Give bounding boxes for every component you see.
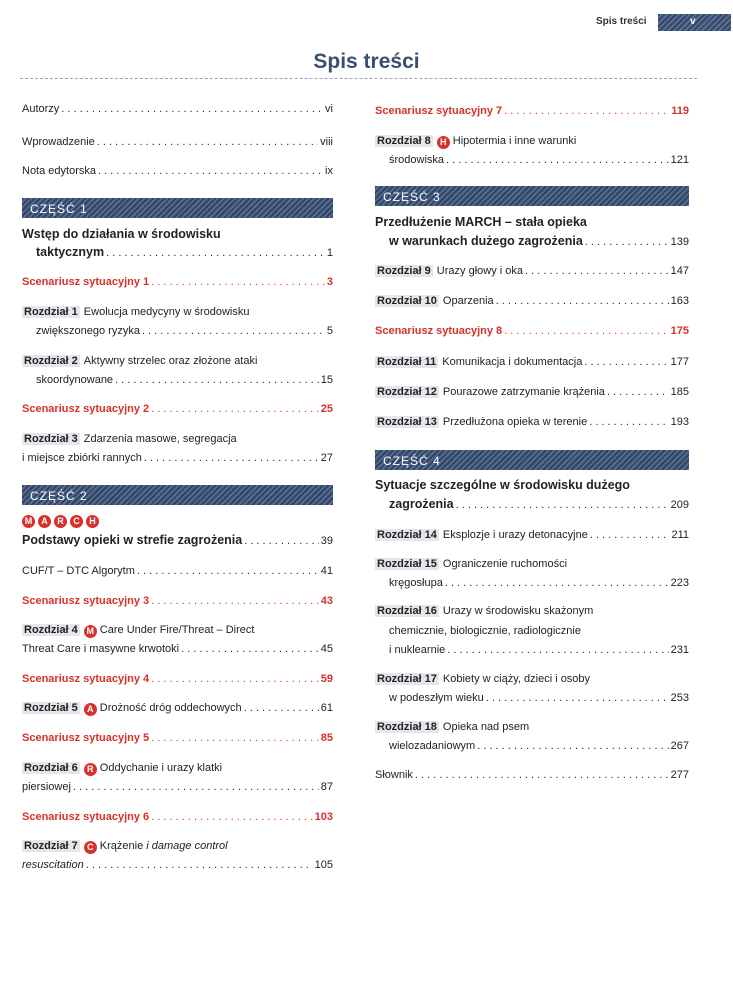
toc-entry-chapter-7[interactable]: resuscitation . . . 105 — [22, 856, 333, 874]
toc-entry-chapter-5[interactable]: Rozdział 5 A Drożność dróg oddechowych . . . 61 — [22, 699, 333, 717]
march-r-icon: R — [54, 515, 67, 528]
chapter-7-line1: Rozdział 7 C Krążenie i damage control — [24, 840, 228, 852]
title-divider — [20, 78, 697, 79]
chapter-16-line2: chemicznie, biologicznie, radiologicznie — [389, 625, 581, 637]
toc-entry-scenario-1[interactable]: Scenariusz sytuacyjny 1 . . . 3 — [22, 273, 333, 291]
march-c-icon: C — [70, 515, 83, 528]
toc-entry-chapter-13[interactable]: Rozdział 13 Przedłużona opieka w terenie . . . 193 — [375, 413, 689, 431]
toc-entry-chapter-18[interactable]: wielozadaniowym . . . 267 — [375, 737, 689, 755]
chapter-6-line1: Rozdział 6 R Oddychanie i urazy klatki — [24, 762, 223, 774]
toc-entry-scenario-8[interactable]: Scenariusz sytuacyjny 8 . . . 175 — [375, 322, 689, 340]
march-c-icon: C — [84, 841, 97, 854]
chapter-1-line1: Rozdział 1 Ewolucja medycyny w środowisku — [24, 306, 250, 318]
toc-entry-glossary[interactable]: Słownik . . . 277 — [375, 766, 689, 784]
chapter-4-line1: Rozdział 4 M Care Under Fire/Threat – Direct — [24, 624, 255, 636]
part-1-title-line1: Wstęp do działania w środowisku — [22, 227, 221, 241]
toc-entry-part-1[interactable]: taktycznym . . . 1 — [22, 243, 333, 262]
toc-entry-chapter-15[interactable]: kręgosłupa . . . 223 — [375, 574, 689, 592]
toc-entry-chapter-2[interactable]: skoordynowane . . . 15 — [22, 371, 333, 389]
march-r-icon: R — [84, 763, 97, 776]
toc-entry-chapter-4[interactable]: Threat Care i masywne krwotoki . . . 45 — [22, 640, 333, 658]
chapter-3-line1: Rozdział 3 Zdarzenia masowe, segregacja — [24, 433, 237, 445]
toc-entry-part-3[interactable]: w warunkach dużego zagrożenia . . . 139 — [375, 232, 689, 251]
toc-entry-chapter-8[interactable]: środowiska . . . 121 — [375, 151, 689, 169]
part-4-title-line1: Sytuacje szczególne w środowisku dużego — [375, 478, 630, 492]
chapter-15-line1: Rozdział 15 Ograniczenie ruchomości — [377, 558, 568, 570]
toc-entry-editorial-note[interactable]: Nota edytorska . . . ix — [22, 162, 333, 180]
toc-entry-cuf-algorithm[interactable]: CUF/T – DTC Algorytm . . . 41 — [22, 562, 333, 580]
toc-entry-part-2[interactable]: Podstawy opieki w strefie zagrożenia . . . 39 — [22, 531, 333, 550]
running-header-bar — [658, 14, 731, 31]
march-h-icon: H — [437, 136, 450, 149]
running-header-label: Spis treści — [596, 16, 647, 27]
chapter-18-line1: Rozdział 18 Opieka nad psem — [377, 721, 530, 733]
toc-entry-scenario-3[interactable]: Scenariusz sytuacyjny 3 . . . 43 — [22, 592, 333, 610]
chapter-8-line1: Rozdział 8 H Hipotermia i inne warunki — [377, 135, 577, 147]
march-a-icon: A — [84, 703, 97, 716]
part-3-title-line1: Przedłużenie MARCH – stała opieka — [375, 215, 587, 229]
toc-entry-chapter-12[interactable]: Rozdział 12 Pourazowe zatrzymanie krążenia . . . 185 — [375, 383, 689, 401]
toc-entry-chapter-1[interactable]: zwiększonego ryzyka . . . 5 — [22, 322, 333, 340]
part-banner-1: CZĘŚĆ 1 — [22, 198, 333, 218]
chapter-16-line1: Rozdział 16 Urazy w środowisku skażonym — [377, 605, 594, 617]
toc-entry-chapter-10[interactable]: Rozdział 10 Oparzenia . . . 163 — [375, 292, 689, 310]
toc-entry-chapter-17[interactable]: w podeszłym wieku . . . 253 — [375, 689, 689, 707]
toc-entry-part-4[interactable]: zagrożenia . . . 209 — [375, 495, 689, 514]
toc-entry-chapter-9[interactable]: Rozdział 9 Urazy głowy i oka . . . 147 — [375, 262, 689, 280]
toc-entry-scenario-5[interactable]: Scenariusz sytuacyjny 5 . . . 85 — [22, 729, 333, 747]
toc-entry-scenario-7[interactable]: Scenariusz sytuacyjny 7 . . . 119 — [375, 102, 689, 120]
toc-entry-chapter-6[interactable]: piersiowej . . . 87 — [22, 778, 333, 796]
part-banner-4: CZĘŚĆ 4 — [375, 450, 689, 470]
part-banner-2: CZĘŚĆ 2 — [22, 485, 333, 505]
toc-entry-scenario-6[interactable]: Scenariusz sytuacyjny 6 . . . 103 — [22, 808, 333, 826]
page-title: Spis treści — [313, 50, 420, 73]
toc-entry-scenario-2[interactable]: Scenariusz sytuacyjny 2 . . . 25 — [22, 400, 333, 418]
march-badges — [22, 511, 333, 529]
march-m-icon: M — [22, 515, 35, 528]
page-number: v — [690, 16, 696, 27]
toc-entry-chapter-16[interactable]: i nuklearnie . . . 231 — [375, 641, 689, 659]
march-a-icon: A — [38, 515, 51, 528]
toc-entry-chapter-11[interactable]: Rozdział 11 Komunikacja i dokumentacja . . . 177 — [375, 353, 689, 371]
chapter-2-line1: Rozdział 2 Aktywny strzelec oraz złożone ataki — [24, 355, 258, 367]
march-m-icon: M — [84, 625, 97, 638]
toc-entry-chapter-3[interactable]: i miejsce zbiórki rannych . . . 27 — [22, 449, 333, 467]
chapter-17-line1: Rozdział 17 Kobiety w ciąży, dzieci i osoby — [377, 673, 591, 685]
toc-entry-scenario-4[interactable]: Scenariusz sytuacyjny 4 . . . 59 — [22, 670, 333, 688]
toc-entry-authors[interactable]: Autorzy . . . vi — [22, 100, 333, 118]
toc-entry-chapter-14[interactable]: Rozdział 14 Eksplozje i urazy detonacyjne . . . 211 — [375, 526, 689, 544]
march-h-icon: H — [86, 515, 99, 528]
toc-entry-introduction[interactable]: Wprowadzenie . . . viii — [22, 133, 333, 151]
part-banner-3: CZĘŚĆ 3 — [375, 186, 689, 206]
